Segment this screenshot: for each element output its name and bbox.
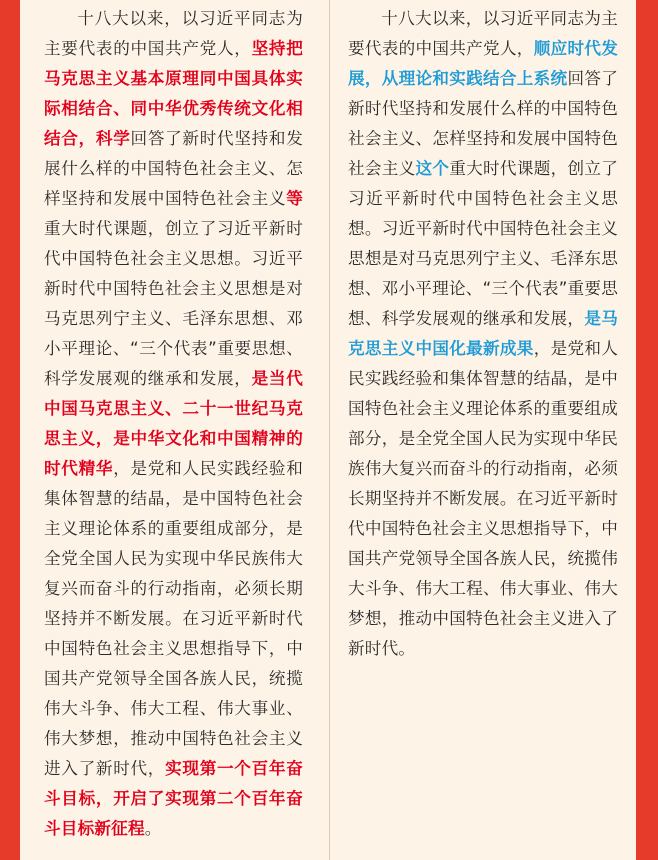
right-segment: 重大时代课题，创立了习近平新时代中国特色社会主义思想。习近平新时代中国特色社会主义思想是对马克思列宁主义、毛泽东思想、邓小平理论、“三个代表”重要思想、科学发展观的继承和发展， (348, 159, 619, 328)
right-text-panel (330, 0, 636, 860)
right-highlight: 顺应时代发展，从理论和实践结合上系统 (348, 39, 619, 88)
left-segment: 回答了新时代坚持和发展什么样的中国特色社会主义、怎样坚持和发展中国特色社会主义 (44, 129, 304, 208)
right-segment: ，是党和人民实践经验和集体智慧的结晶，是中国特色社会主义理论体系的重要组成部分，是全党全国人民为实现中华民族伟大复兴而奋斗的行动指南，必须长期坚持并不断发展。在习近平新时代中国特色社会主义思想指导下，中国共产党领导全国各族人民，统揽伟大斗争、伟大工程、伟大事业、伟大梦想，推动中国特色社会主义进入了新时代。 (348, 339, 619, 658)
left-highlight: 实现第一个百年奋斗目标，开启了实现第二个百年奋斗目标新征程 (44, 759, 303, 838)
left-segment: 。 (144, 819, 162, 838)
left-text-panel (20, 0, 329, 860)
right-segment: 回答了新时代坚持和发展什么样的中国特色社会主义、怎样坚持和发展中国特色社会主义 (348, 69, 618, 178)
left-highlight: 坚持把马克思主义基本原理同中国具体实际相结合、同中华优秀传统文化相结合，科学 (44, 39, 303, 148)
left-segment: ，是党和人民实践经验和集体智慧的结晶，是中国特色社会主义理论体系的重要组成部分，是全党全国人民为实现中华民族伟大复兴而奋斗的行动指南，必须长期坚持并不断发展。在习近平新时代中国特色社会主义思想指导下，中国共产党领导全国各族人民，统揽伟大斗争、伟大工程、伟大事业、伟大梦想，推动中国特色社会主义进入了新时代， (44, 459, 303, 778)
left-segment: 十八大以来，以习近平同志为主要代表的中国共产党人， (44, 9, 303, 58)
left-highlight: 等 (286, 189, 303, 208)
left-highlight: 是当代中国马克思主义、二十一世纪马克思主义，是中华文化和中国精神的时代精华 (44, 369, 303, 478)
left-paragraph (44, 4, 303, 844)
right-highlight: 是马克思主义中国化最新成果 (348, 309, 618, 358)
right-highlight: 这个 (415, 159, 450, 178)
right-paragraph (348, 4, 618, 664)
right-segment: 十八大以来，以习近平同志为主要代表的中国共产党人， (348, 9, 618, 58)
left-segment: 重大时代课题，创立了习近平新时代中国特色社会主义思想。习近平新时代中国特色社会主义思想是对马克思列宁主义、毛泽东思想、邓小平理论、“三个代表”重要思想、科学发展观的继承和发展， (44, 219, 303, 388)
